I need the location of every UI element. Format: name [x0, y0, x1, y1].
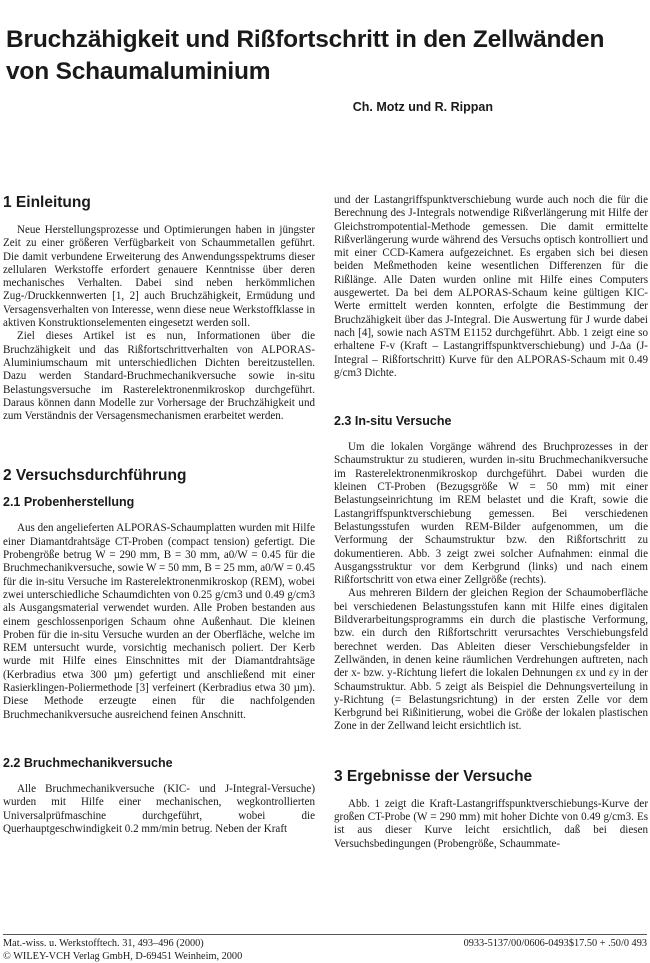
left-column: [3, 194, 315, 836]
section-heading-versuchsdurchfuehrung: 2 Versuchsdurchführung: [3, 467, 187, 485]
right-column: [334, 194, 648, 851]
authors: Ch. Motz und R. Rippan: [352, 100, 493, 114]
paper-title: Bruchzähigkeit und Rißfortschritt in den Zellwänden von Schaumaluminium: [6, 26, 605, 85]
paragraph: Um die lokalen Vorgänge während des Bruchprozesses in der Schaumstruktur zu studieren, wurden in-situ Bruchmechanikversuche im Rasterelektronenmikroskop durchgeführt. Dabei wurden die kleinen CT-Proben (Bezugsgröße W = 50 mm) mit einer Belastungseinrichtung im REM belastet und die Kraft, sowie die Lastangriffspunktverschiebung gemessen. Bei verschiedenen Belastungsstufen wurden REM-Bilder aufgenommen, um die Verformung der Schaumstruktur bzw. den Rißfortschritt zu dokumentieren. Abb. 3 zeigt zwei solcher Aufnahmen: einmal die Ausgangsstruktur vor dem Kerbgrund (links) und nach einem Rißfortschritt von etwa einer Zellgröße (rechts).: [334, 441, 648, 587]
paragraph: Abb. 1 zeigt die Kraft-Lastangriffspunktverschiebungs-Kurve der großen CT-Probe (W = 290 mm) mit hoher Dichte von 0.49 g/cm3. Es ist aus dieser Kurve leicht ersichtlich, daß bei diesen Versuchsbedingungen (Probengröße, Schaummate-: [334, 797, 648, 850]
section-heading-ergebnisse: 3 Ergebnisse der Versuche: [334, 767, 533, 785]
subsection-heading-probenherstellung: 2.1 Probenherstellung: [3, 495, 135, 510]
subsection-heading-in-situ-versuche: 2.3 In-situ Versuche: [334, 414, 452, 429]
paragraph: und der Lastangriffspunktverschiebung wurde auch noch die für die Berechnung des J-Integrals notwendige Rißverlängerung mit Hilfe der Gleichstrompotential-Methode gemessen. Die damit ermittelte Rißverlängerung wurde während des Versuchs optisch kontrolliert und mit einer CCD-Kamera aufgezeichnet. Es ergaben sich bei diesen beiden Meßmethoden keine wesentlichen Differenzen für die Rißlänge. Alle Daten wurden online mit Hilfe eines Computers ausgewertet. Da bei dem ALPORAS-Schaum keine gültigen KIC-Werte ermittelt werden konnten, erfolgte die Bestimmung der Bruchzähigkeit über das J-Integral. Die Auswertung für J wurde dabei nach [4], sowie nach ASTM E1152 durchgeführt. Abb. 1 zeigt eine so erhaltene F-v (Kraft – Lastangriffspunktverschiebung) und J-Δa (J-Integral – Rißfortschritt) Kurve für den ALPORAS-Schaum mit 0.49 g/cm3 Dichte.: [334, 194, 648, 379]
footer-rule: [3, 934, 647, 935]
paragraph: Alle Bruchmechanikversuche (KIC- und J-Integral-Versuche) wurden mit Hilfe einer mechanischen, wegkontrollierten Universalprüfmaschine durchgeführt, wobei die Querhauptgeschwindigkeit 0.2 mm/min betrug. Neben der Kraft: [3, 782, 315, 835]
paragraph: Neue Herstellungsprozesse und Optimierungen haben in jüngster Zeit zu einer größeren Verfügbarkeit von Schaummetallen geführt. Die damit verbundene Erweiterung des Anwendungsspektrums dieser zellularen Werkstoffe erfordert genauere Kenntnisse über deren mechanisches Verhalten. Dabei sind neben herkömmlichen Zug-/Druckkennwerten [1, 2] auch Bruchzähigkeit, Ermüdung und Versagensverhalten von Interesse, wenn diese neue Werkstoffklasse in aktiven Konstruktionselementen eingesetzt werden soll.: [3, 224, 315, 330]
subsection-heading-bruchmechanikversuche: 2.2 Bruchmechanikversuche: [3, 755, 173, 770]
journal-citation: Mat.-wiss. u. Werkstofftech. 31, 493–496 (2000): [3, 938, 204, 949]
page-footer: [3, 932, 647, 960]
publisher-copyright: © WILEY-VCH Verlag GmbH, D-69451 Weinheim, 2000: [3, 951, 243, 962]
paragraph: Aus mehreren Bildern der gleichen Region der Schaumoberfläche bei verschiedenen Belastungsstufen kann mit Hilfe eines digitalen Bildverarbeitungsprogramms ein durch die plastische Verformung, bzw. ein durch den Rißfortschritt verursachtes Verschiebungsfeld berechnet werden. Das Ableiten dieser Verschiebungsfelder in Zellwänden, in denen keine räumlichen Verdrehungen auftreten, nach der x- bzw. y-Richtung liefert die lokalen Dehnungen εx und εy in der Schaumstruktur. Abb. 5 zeigt als Beispiel die Dehnungsverteilung in y-Richtung (= Belastungsrichtung) in der ersten Zelle vor dem Kerbgrund bei Rißinitierung, wobei die Größe der lokalen plastischen Zone in der Zellwand leicht ersichtlich ist.: [334, 587, 648, 733]
paragraph: Aus den angelieferten ALPORAS-Schaumplatten wurden mit Hilfe einer Diamantdrahtsäge CT-Proben (compact tension) gefertigt. Die Probengröße betrug W = 290 mm, B = 30 mm, a0/W = 0.45 für die Bruchmechanikversuche, sowie W = 50 mm, B = 25 mm, a0/W = 0.45 für die in-situ Versuche im Rasterelektronenmikroskop (REM), wobei zwei unterschiedliche Schaumdichten von 0.25 g/cm3 und 0.49 g/cm3 als Ausgangsmaterial verwendet wurden. Alle Proben bestanden aus einem geschlossenporigen Schaum ohne Außenhaut. Die kleinen Proben für die in-situ Versuche wurden an der Oberfläche, welche im REM untersucht wurde, vorsichtig mechanisch poliert. Der Kerb wurde mit Hilfe eines Einschnittes mit der Diamantdrahtsäge (Kerbradius etwa 300 µm) gefertigt und anschließend mit einer Rasierklingen-Poliermethode [3] verfeinert (Kerbradius etwa 30 µm). Diese Methode erzeugte einen für die nachfolgenden Bruchmechanikversuche ausreichend feinen Anschnitt.: [3, 522, 315, 721]
section-heading-einleitung: 1 Einleitung: [3, 194, 91, 211]
paragraph: Ziel dieses Artikel ist es nun, Informationen über die Bruchzähigkeit und das Rißfortschrittverhalten von ALPORAS-Aluminiumschaum mit unterschiedlichen Dichten bereitzustellen. Dazu werden Standard-Bruchmechanikversuche sowie in-situ Belastungsversuche im Rasterelektronenmikroskop durchgeführt. Daraus können dann Modelle zur Vorhersage der Bruchzähigkeit und zum Verständnis der Versagensmechanismen erarbeitet werden.: [3, 330, 315, 423]
issn-page-number: 0933-5137/00/0606-0493$17.50 + .50/0 493: [463, 938, 647, 949]
